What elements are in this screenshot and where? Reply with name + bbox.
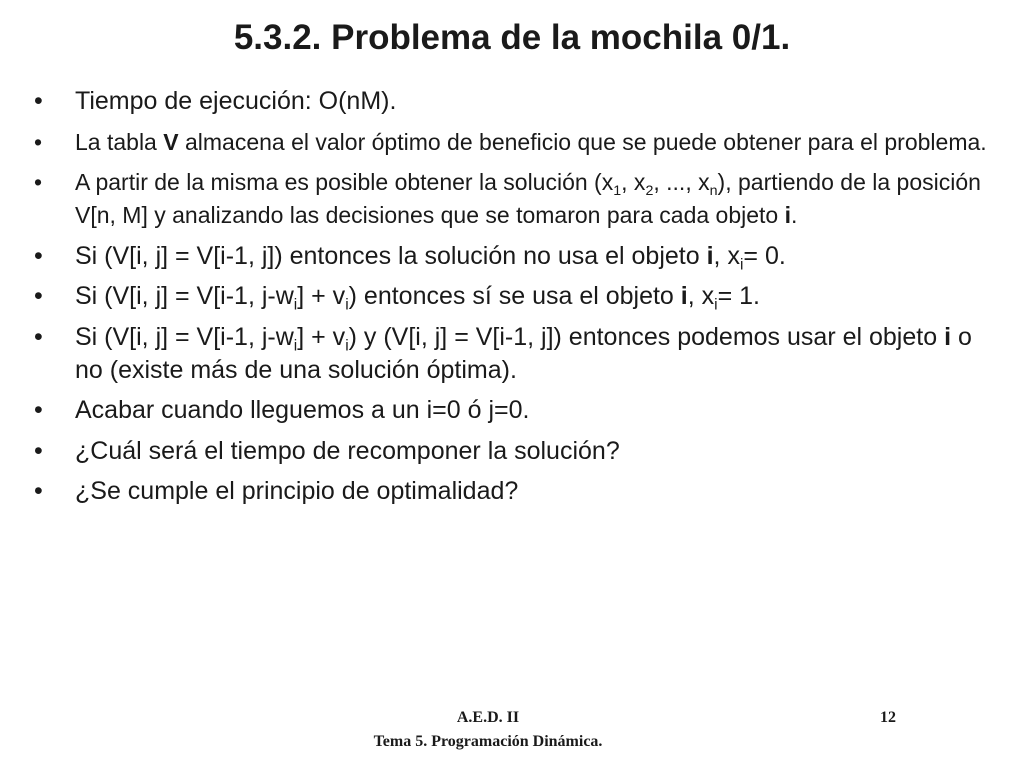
bullet-item — [34, 435, 994, 468]
text-run: . — [791, 202, 798, 228]
subscript: 1 — [613, 182, 622, 199]
text-run: almacena el valor óptimo de beneficio que se puede obtener para el problema. — [178, 128, 987, 155]
text-run: Si (V[i, j] = V[i-1, j-w — [75, 322, 294, 351]
bold-term: i — [944, 322, 952, 351]
text-run: ) entonces sí se usa el objeto — [348, 282, 681, 310]
text-run: , ..., x — [653, 169, 710, 195]
text-run: ), partiendo de la posición V[n, M] y analizando las decisiones que se tomaron para cada objeto — [75, 169, 981, 228]
subscript: i — [345, 336, 349, 354]
footer-course-name: A.E.D. II — [456, 709, 520, 726]
bullet-text — [75, 169, 981, 228]
bullet-item — [34, 321, 994, 387]
bold-term: i — [680, 282, 688, 310]
text-run: Tiempo de ejecución: O(nM). — [75, 87, 397, 115]
bullet-marker: • — [34, 282, 43, 310]
text-run: A partir de la misma es posible obtener la solución (x — [75, 169, 614, 195]
bullet-text — [75, 437, 620, 465]
subscript: i — [739, 255, 744, 273]
text-run: , x — [621, 169, 646, 195]
bullet-text — [75, 87, 396, 115]
bullet-marker: • — [34, 128, 43, 155]
subscript: i — [714, 296, 718, 314]
bullet-text — [75, 323, 972, 384]
bold-term: V — [163, 128, 179, 155]
bullet-list — [34, 85, 994, 516]
bullet-item — [34, 126, 994, 159]
bold-term: i — [784, 202, 791, 228]
bullet-text — [75, 477, 518, 505]
text-run: La tabla — [75, 128, 164, 155]
text-run: Si (V[i, j] = V[i-1, j]) entonces la solución no usa el objeto — [75, 241, 707, 270]
bullet-item — [34, 475, 994, 508]
text-run: = 0. — [743, 241, 786, 270]
subscript: 2 — [645, 182, 654, 199]
bullet-marker: • — [34, 396, 43, 424]
bullet-text — [75, 241, 786, 273]
text-run: ] + v — [297, 322, 346, 351]
bullet-text — [75, 396, 529, 424]
footer-topic-title: Tema 5. Programación Dinámica. — [373, 733, 603, 750]
text-run: , x — [687, 282, 715, 310]
slide-title: 5.3.2. Problema de la mochila 0/1. — [233, 18, 791, 57]
subscript: i — [345, 296, 349, 314]
page-number: 12 — [880, 709, 896, 726]
text-run: , x — [713, 241, 740, 270]
bullet-marker: • — [34, 241, 43, 270]
bullet-text — [75, 129, 987, 155]
text-run: Acabar cuando lleguemos a un i=0 ó j=0. — [75, 396, 530, 424]
bullet-text — [75, 282, 761, 314]
subscript: i — [293, 336, 298, 354]
bullet-marker: • — [34, 169, 43, 195]
bullet-item — [34, 280, 994, 313]
bullet-item — [34, 240, 994, 273]
text-run: Si (V[i, j] = V[i-1, j-w — [75, 282, 294, 310]
text-run: ] + v — [297, 282, 346, 310]
text-run: ¿Cuál será el tiempo de recomponer la solución? — [75, 436, 620, 465]
bullet-item — [34, 85, 994, 118]
bullet-marker: • — [34, 322, 43, 351]
bullet-marker: • — [34, 436, 43, 465]
bullet-marker: • — [34, 477, 43, 505]
subscript: i — [293, 296, 298, 314]
bullet-marker: • — [34, 87, 43, 115]
bullet-item — [34, 166, 994, 232]
text-run: ) y (V[i, j] = V[i-1, j]) entonces podemos usar el objeto — [348, 322, 945, 351]
slide-footer — [0, 706, 1024, 756]
text-run: = 1. — [717, 282, 761, 310]
subscript: n — [709, 182, 718, 199]
bold-term: i — [706, 241, 714, 270]
text-run: ¿Se cumple el principio de optimalidad? — [75, 477, 519, 505]
bullet-item — [34, 394, 994, 427]
text-run: o no (existe más de una solución óptima). — [75, 322, 972, 384]
